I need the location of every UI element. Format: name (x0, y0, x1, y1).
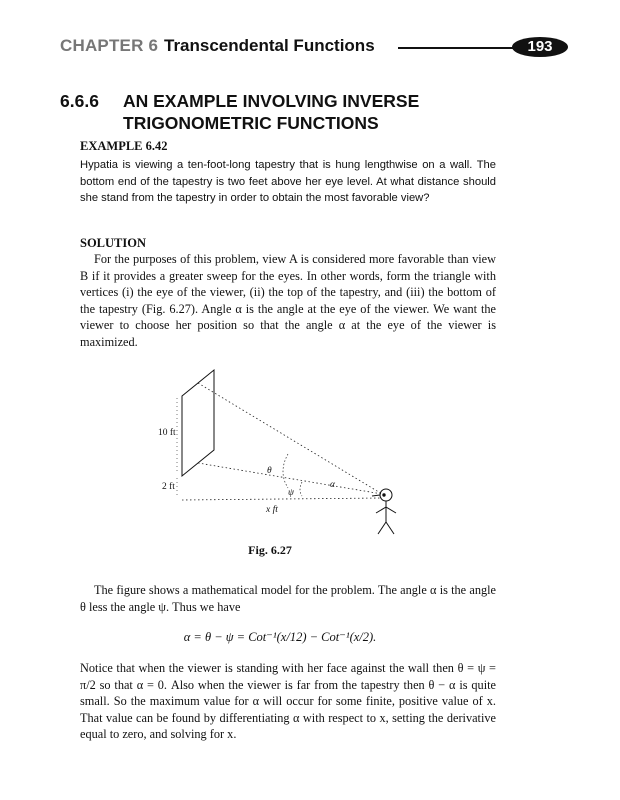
tapestry-shape (182, 370, 214, 476)
equation: α = θ − ψ = Cot⁻¹(x/12) − Cot⁻¹(x/2). (183, 630, 377, 644)
label-xft: x ft (266, 505, 278, 515)
label-psi: ψ (288, 488, 294, 498)
solution-paragraph-1: For the purposes of this problem, view A is considered more favorable than view B if it provides a greater sweep for the eyes. In other words, form the triangle with vertices (i) the eye of the viewer, (ii) the top of the tapestry, and (iii) the bottom of the tapestry (Fig. 6.27). Angle α is the angle at the eye of the viewer. We want the viewer to choose her position so that the angle α at the eye of the viewer is maximized. (80, 252, 496, 349)
example-text: Hypatia is viewing a ten-foot-long tapestry that is hung lengthwise on a wall. The bottom end of the tapestry is two feet above her eye level. At what distance should she stand from the tapestry in order to obtain the most favorable view? (80, 159, 496, 204)
solution-label: SOLUTION (80, 236, 146, 250)
label-theta: θ (267, 466, 272, 476)
chapter-label: CHAPTER 6 (60, 36, 159, 55)
solution-paragraph-3: Notice that when the viewer is standing with her face against the wall then θ = ψ = π/2 so that α = 0. Also when the viewer is far from the tapestry then θ − α is quite small. So the maximum value for α will occur for some finite, positive value of x. That value can be found by differentiating α with respect to x, setting the derivative equal to zero, and solving for x. (80, 661, 496, 742)
theta-arc (283, 454, 288, 488)
example-label: EXAMPLE 6.42 (80, 139, 168, 153)
chapter-title: Transcendental Functions (164, 36, 375, 55)
section-number: 6.6.6 (60, 91, 99, 111)
tapestry-figure (150, 362, 410, 542)
page-number-badge: 193 (512, 37, 568, 57)
psi-arc (300, 482, 302, 496)
header-rule (398, 47, 528, 49)
label-10ft: 10 ft (158, 428, 176, 438)
viewer-figure (372, 489, 396, 534)
section-title: AN EXAMPLE INVOLVING INVERSE TRIGONOMETRIC FUNCTIONS (123, 91, 420, 133)
eye-level-line (182, 498, 382, 500)
figure-caption: Fig. 6.27 (248, 543, 292, 557)
page-header (60, 36, 570, 60)
sight-line-top (198, 383, 382, 494)
label-2ft: 2 ft (162, 482, 175, 492)
label-alpha: α (330, 480, 335, 490)
solution-paragraph-2: The figure shows a mathematical model for the problem. The angle α is the angle θ less the angle ψ. Thus we have (80, 583, 496, 614)
